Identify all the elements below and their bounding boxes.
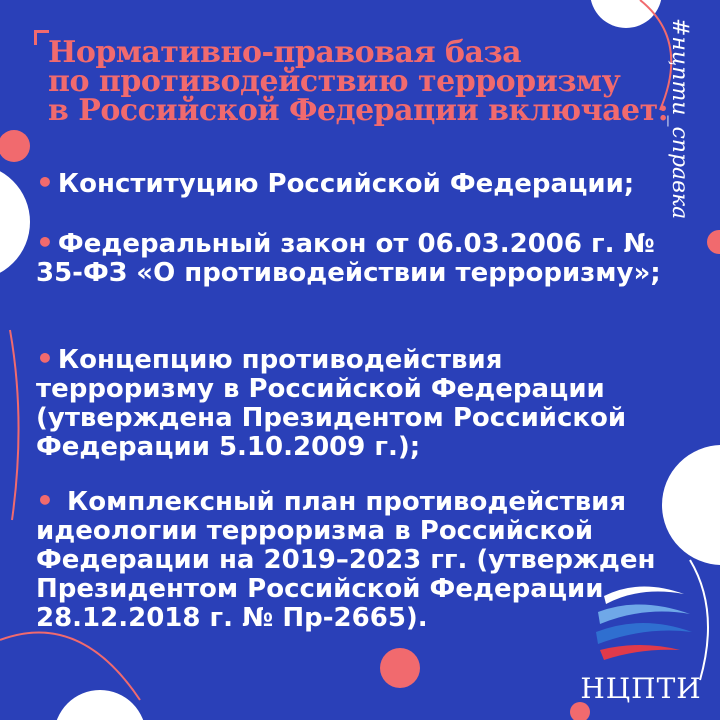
hashtag-label: #нцпти_справка <box>667 18 692 220</box>
coral-dot-bottom <box>380 648 420 688</box>
list-item <box>36 344 666 462</box>
list-item-text: Федеральный закон от 06.03.2006 г. № 35-ФЗ «О противодействии терроризму»; <box>36 229 661 288</box>
title-line: Нормативно-правовая база <box>48 35 522 70</box>
logo-text: НЦПТИ <box>580 672 702 705</box>
bullet-icon: • <box>36 166 54 199</box>
coral-dot-right <box>707 230 720 254</box>
list-item-text: Концепцию противодействия терроризму в Российской Федерации (утверждена Президентом Российской Федерации 5.10.2009 г.); <box>36 345 627 462</box>
coral-arc-left <box>10 330 19 520</box>
white-blob-right <box>662 445 720 565</box>
coral-dot-left <box>0 130 30 162</box>
bullet-icon: • <box>36 484 54 517</box>
white-blob-bottom-left <box>54 690 146 720</box>
list-item <box>36 486 666 633</box>
list-item <box>36 168 666 199</box>
list-item-text: Комплексный план противодействия идеологии терроризма в Российской Федерации на 2019–2023 гг. (утвержден Президентом Российской Федерации 28.12.2018 г. № Пр-2665). <box>36 487 656 633</box>
white-arc-right <box>690 560 708 680</box>
page-title <box>48 35 669 128</box>
list-item-text: Конституцию Российской Федерации; <box>57 169 635 199</box>
coral-arc-bottom <box>0 633 140 701</box>
title-line: по противодействию терроризму <box>48 64 621 99</box>
title-line: в Российской Федерации включает: <box>48 93 669 128</box>
list-item <box>36 228 666 288</box>
white-blob-left <box>0 164 30 280</box>
bullet-icon: • <box>36 226 54 259</box>
bullet-icon: • <box>36 342 54 375</box>
white-blob-top-right <box>590 0 662 28</box>
title-bracket-decoration <box>34 30 49 45</box>
